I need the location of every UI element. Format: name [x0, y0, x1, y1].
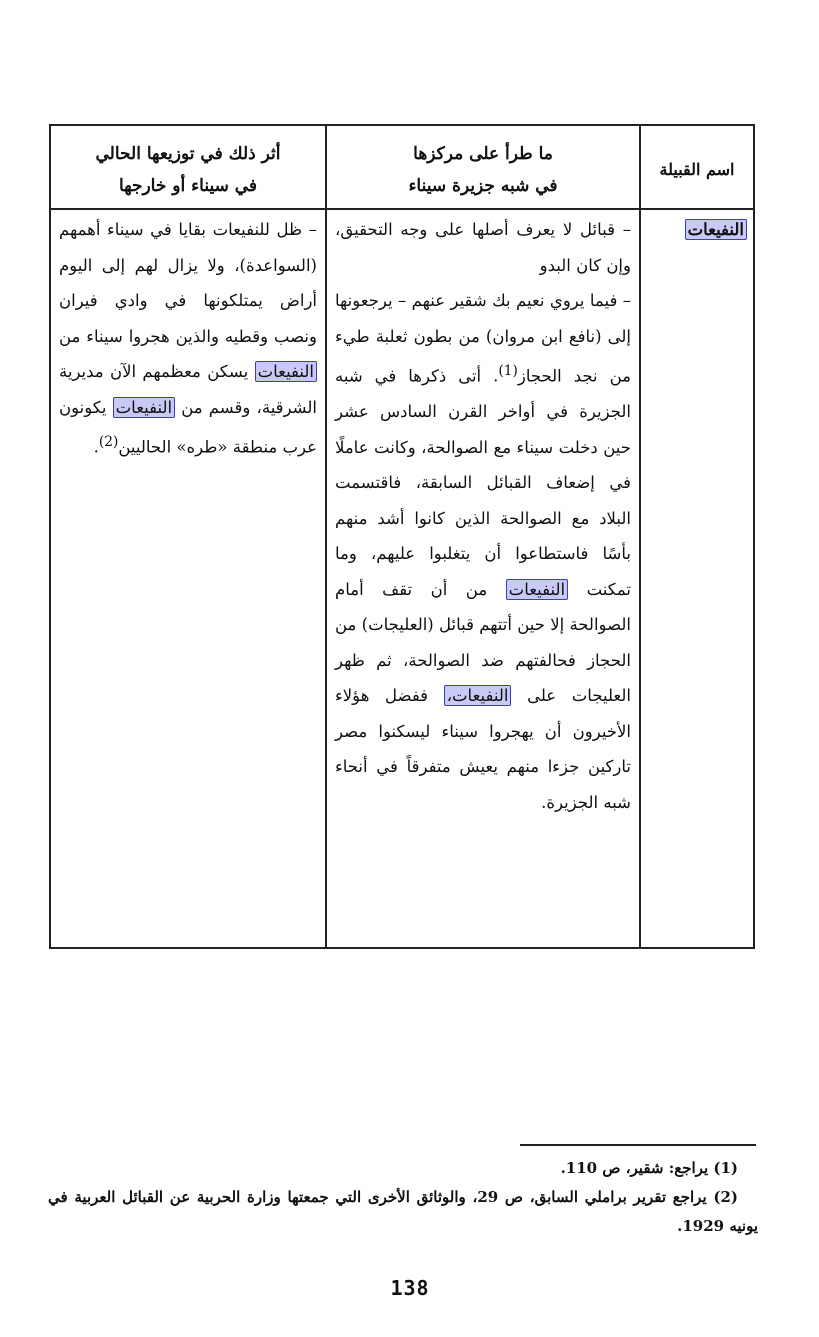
changes-text-c: من أن تقف أمام الصوالحة إلا حين أتتهم قبائل (العليجات) من الحجاز فحالفتهم ضد الصوالحة، ثم ظهر العليجات على — [335, 579, 631, 705]
table-header-row — [50, 125, 754, 209]
header-tribe-name — [640, 125, 754, 209]
effect-text-d: . — [93, 437, 99, 457]
footnote-1: (1) يراجع: شقير، ص 110. — [560, 1159, 738, 1177]
header-changes-line1: ما طرأ على مركزها — [413, 144, 553, 164]
effect-highlight-2: النفيعات — [113, 397, 175, 418]
header-effect — [50, 125, 326, 209]
header-changes — [326, 125, 640, 209]
table-row — [50, 209, 754, 948]
changes-text-b: . أتى ذكرها في شبه الجزيرة في أواخر القرن السادس عشر حين دخلت سيناء مع الصوالحة، وكانت عاملًا في إضعاف القبائل السابقة، فاقتسمت البلاد مع الصوالحة الذين كانوا أشد منهم بأسًا فاستطاعوا أن يتغلبوا عليهم، وما تمكنت — [335, 366, 631, 599]
footnote-separator — [520, 1144, 756, 1146]
tribes-table — [49, 124, 755, 949]
header-effect-line2: في سيناء أو خارجها — [118, 176, 258, 196]
changes-paragraph-2 — [335, 283, 631, 820]
footnote-ref-2: (2) — [98, 434, 119, 450]
changes-text-a: – فيما يروي نعيم بك شقير عنهم – يرجعونها إلى (نافع ابن مروان) من بطون ثعلبة طيء من نجد الحجاز — [335, 291, 631, 386]
footnote-ref-1: (1) — [498, 363, 518, 379]
changes-cell — [326, 209, 640, 948]
effect-text-b: يسكن معظمهم الآن مديرية الشرقية، وقسم من — [59, 362, 318, 417]
effect-highlight-1: النفيعات — [255, 361, 317, 382]
changes-paragraph-1: – قبائل لا يعرف أصلها على وجه التحقيق، وإن كان البدو — [335, 220, 631, 275]
header-effect-line1: أثر ذلك في توزيعها الحالي — [95, 144, 281, 164]
effect-text-c: يكونون عرب منطقة «طره» الحاليين — [59, 397, 317, 457]
header-changes-line2: في شبه جزيرة سيناء — [408, 176, 558, 196]
effect-cell — [50, 209, 326, 948]
changes-highlight-2: النفيعات، — [444, 685, 512, 706]
header-tribe-name-text: اسم القبيلة — [659, 160, 735, 179]
changes-text-d: ففضل هؤلاء الأخيرون أن يهجروا سيناء ليسكنوا مصر تاركين جزءا منهم يعيش متفرقاً في أنحاء شبه الجزيرة. — [335, 686, 631, 812]
footnotes — [48, 1154, 758, 1241]
tribe-name-highlight: النفيعات — [685, 219, 747, 240]
footnote-2: (2) يراجع تقرير براملي السابق، ص 29، والوثائق الأخرى التي جمعتها وزارة الحربية عن القبائل العربية في يونيه 1929. — [48, 1188, 758, 1235]
page-number: 138 — [390, 1276, 430, 1300]
changes-highlight-1: النفيعات — [506, 579, 568, 600]
tribe-name-cell — [640, 209, 754, 948]
effect-text-a: – ظل للنفيعات بقايا في سيناء أهمهم (السواعدة)، ولا يزال لهم إلى اليوم أراض يمتلكونها في وادي فيران ونصب وقطيه والذين هجروا سيناء من — [59, 220, 317, 346]
